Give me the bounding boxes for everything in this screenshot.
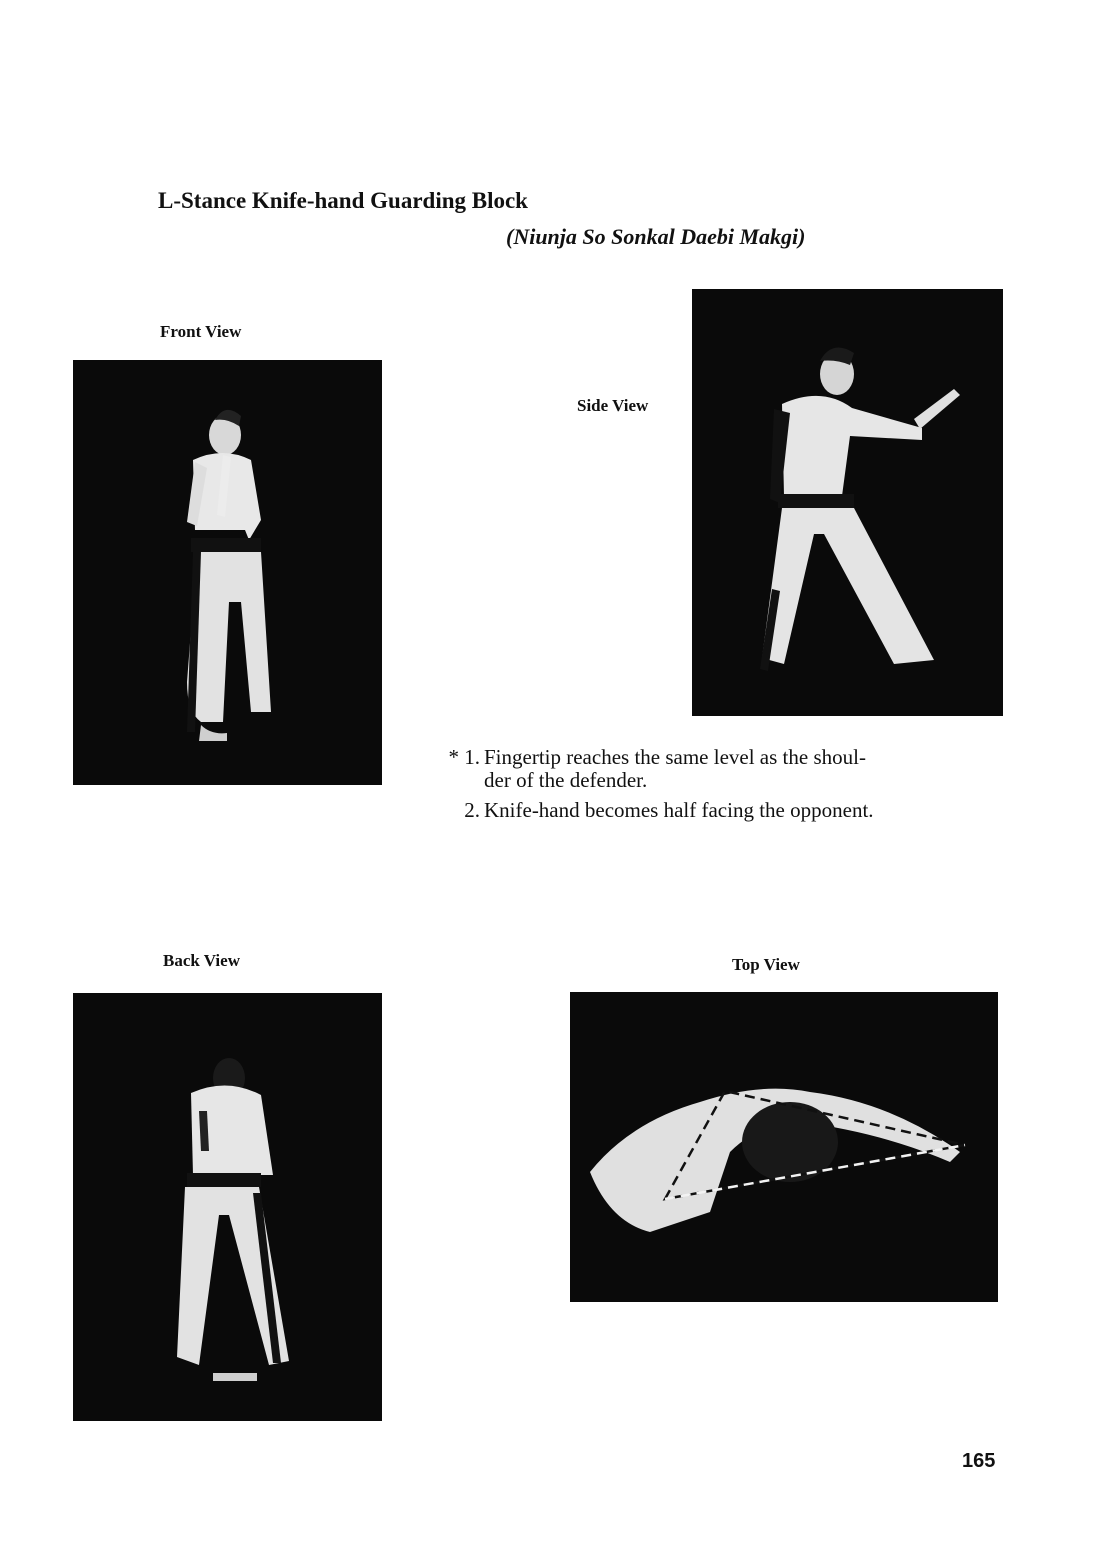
back-view-caption: Back View — [163, 951, 240, 970]
note-text-1-line-2: der of the defender. — [484, 768, 648, 792]
back-view-figure — [73, 993, 382, 1421]
technique-notes — [428, 744, 1028, 824]
side-view-photo — [692, 289, 1003, 716]
top-view-figure — [570, 992, 998, 1302]
side-view-figure — [692, 289, 1003, 716]
note-text-2: Knife-hand becomes half facing the opponent. — [484, 798, 874, 822]
front-view-figure — [73, 360, 382, 785]
section-title: L-Stance Knife-hand Guarding Block — [158, 188, 528, 213]
front-view-photo — [73, 360, 382, 785]
side-view-caption: Side View — [577, 396, 649, 415]
section-subtitle: (Niunja So Sonkal Daebi Makgi) — [506, 224, 806, 249]
note-number-1: 1. — [464, 745, 480, 769]
note-asterisk: * — [448, 745, 459, 769]
top-view-photo — [570, 992, 998, 1302]
note-number-2: 2. — [464, 798, 480, 822]
note-text-1-line-1: Fingertip reaches the same level as the shoul- — [484, 745, 866, 769]
back-view-photo — [73, 993, 382, 1421]
note-item-2 — [428, 797, 1028, 824]
front-view-caption: Front View — [160, 322, 242, 341]
page-number: 165 — [962, 1450, 996, 1472]
top-view-caption: Top View — [732, 955, 800, 974]
note-item-1-continuation — [428, 767, 1028, 794]
